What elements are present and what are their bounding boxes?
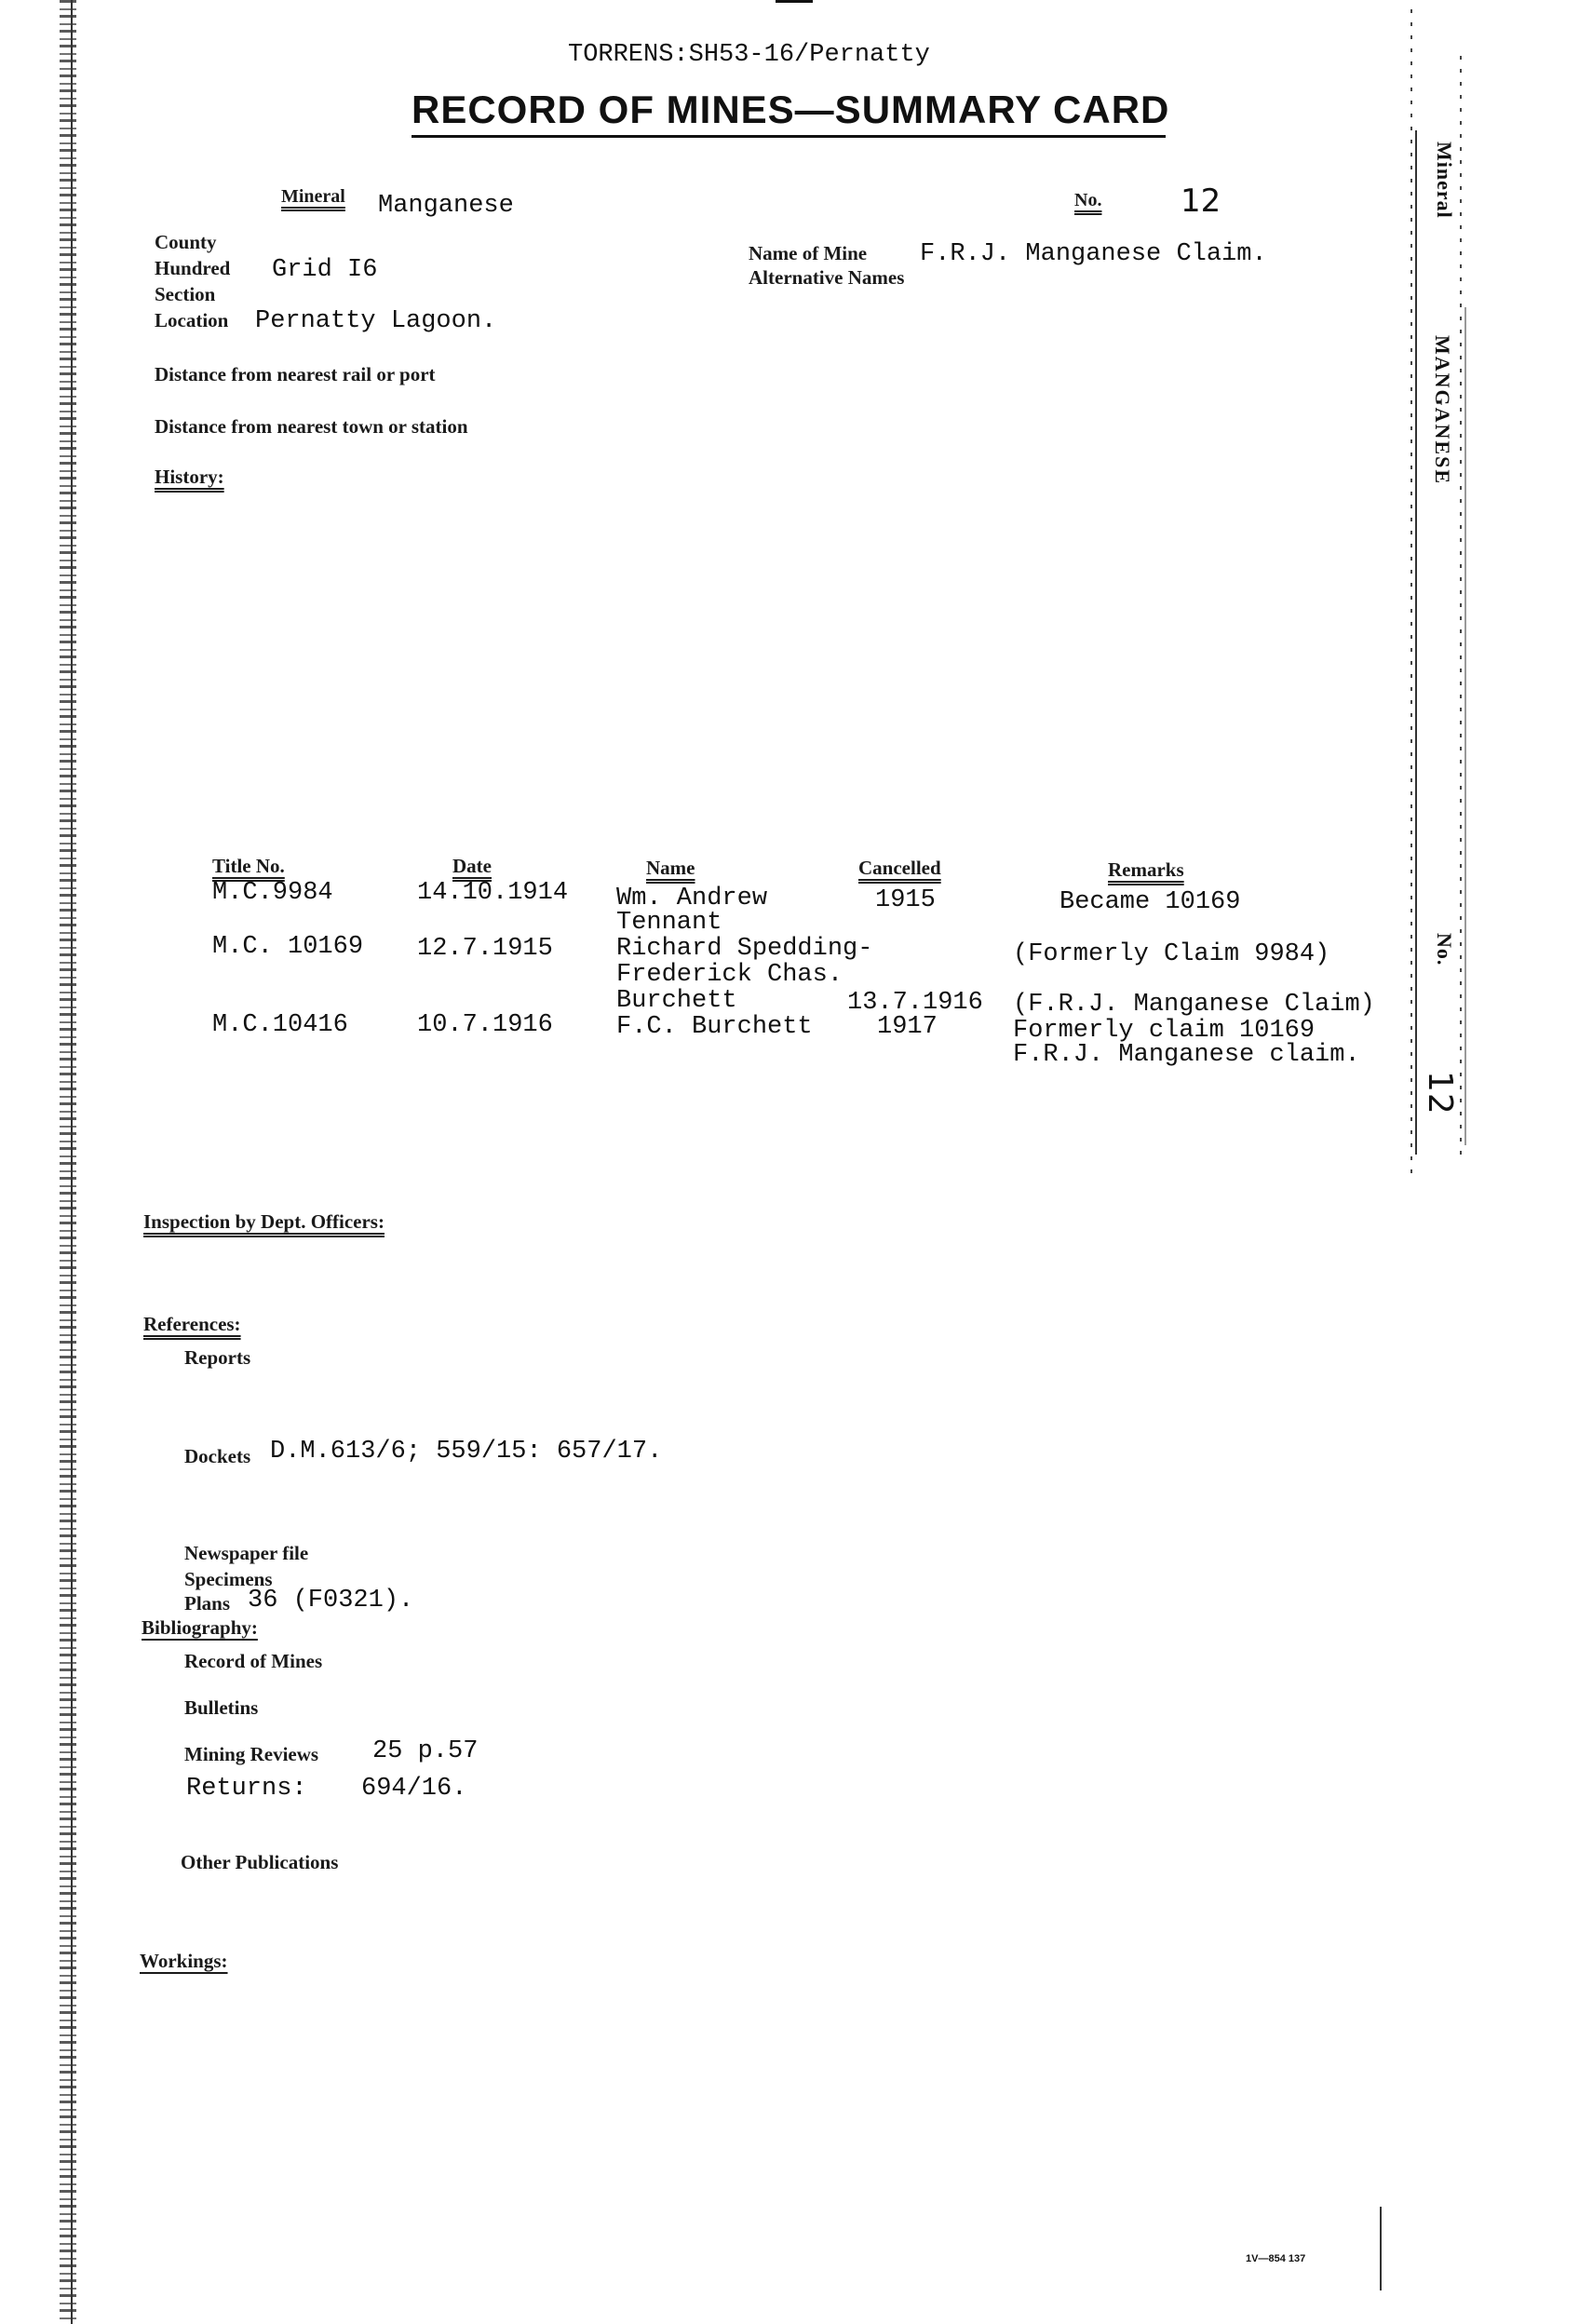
title-underline — [412, 135, 1166, 138]
row-remarks: (F.R.J. Manganese Claim) — [1013, 991, 1375, 1019]
alternative-names-label: Alternative Names — [749, 266, 905, 289]
table-header-remarks: Remarks — [1108, 858, 1184, 881]
inspection-label: Inspection by Dept. Officers: — [143, 1210, 385, 1233]
row-date: 10.7.1916 — [417, 1011, 553, 1039]
row-remarks: Formerly claim 10169 — [1013, 1017, 1316, 1045]
row-name: Frederick Chas. — [616, 961, 843, 989]
section-label: Section — [155, 283, 216, 305]
workings-label: Workings: — [140, 1950, 228, 1972]
row-cancelled: 1917 — [877, 1013, 938, 1041]
mineral-label: Mineral — [281, 186, 345, 207]
row-title-no: M.C.10416 — [212, 1011, 348, 1039]
side-tab-mineral-label: Mineral — [1433, 142, 1456, 219]
location-label: Location — [155, 309, 229, 331]
dockets-value: D.M.613/6; 559/15: 657/17. — [270, 1438, 663, 1466]
side-tab-no-value: 12 — [1421, 1071, 1459, 1115]
hundred-value: Grid I6 — [272, 256, 378, 284]
row-title-no: M.C. 10169 — [212, 933, 364, 961]
scan-left-edge — [60, 0, 76, 2324]
name-of-mine-label: Name of Mine — [749, 242, 868, 264]
side-tab-edge-line — [1464, 307, 1466, 1145]
distance-town-label: Distance from nearest town or station — [155, 415, 468, 438]
row-date: 12.7.1915 — [417, 935, 553, 963]
top-mark — [776, 0, 813, 3]
table-header-title-no: Title No. — [212, 855, 285, 877]
row-title-no: M.C.9984 — [212, 879, 333, 907]
county-label: County — [155, 231, 217, 253]
returns-label: Returns: — [186, 1775, 307, 1803]
hundred-label: Hundred — [155, 257, 231, 279]
newspaper-label: Newspaper file — [184, 1542, 309, 1564]
mining-reviews-label: Mining Reviews — [184, 1743, 319, 1765]
row-name: Tennant — [616, 909, 722, 937]
record-of-mines-label: Record of Mines — [184, 1650, 323, 1672]
row-name: Richard Spedding- — [616, 935, 873, 963]
no-label: No. — [1074, 190, 1102, 210]
side-tab-mineral-value: MANGANESE — [1431, 335, 1454, 486]
row-remarks: (Formerly Claim 9984) — [1013, 940, 1330, 968]
table-header-date: Date — [452, 855, 492, 877]
distance-rail-label: Distance from nearest rail or port — [155, 363, 436, 385]
table-header-cancelled: Cancelled — [858, 857, 941, 879]
side-tab-no-label: No. — [1433, 933, 1456, 966]
plans-label: Plans — [184, 1592, 231, 1615]
row-remarks: F.R.J. Manganese claim. — [1013, 1041, 1360, 1069]
mining-reviews-value: 25 p.57 — [372, 1737, 479, 1765]
row-remarks: Became 10169 — [1059, 888, 1241, 916]
bibliography-label: Bibliography: — [142, 1616, 258, 1639]
returns-value: 694/16. — [361, 1775, 467, 1803]
side-tab-edge — [1460, 56, 1462, 1164]
page-title: RECORD OF MINES—SUMMARY CARD — [412, 88, 1170, 131]
history-label: History: — [155, 466, 224, 488]
location-value: Pernatty Lagoon. — [255, 307, 497, 335]
reports-label: Reports — [184, 1346, 251, 1369]
other-publications-label: Other Publications — [181, 1851, 339, 1873]
row-name: F.C. Burchett — [616, 1013, 813, 1041]
specimens-label: Specimens — [184, 1568, 273, 1590]
card-reference: TORRENS:SH53-16/Pernatty — [568, 41, 930, 69]
plans-value: 36 (F0321). — [248, 1587, 414, 1615]
name-of-mine-value: F.R.J. Manganese Claim. — [920, 240, 1267, 268]
side-tab-divider — [1410, 9, 1412, 1182]
row-cancelled: 1915 — [875, 886, 936, 914]
references-label: References: — [143, 1313, 241, 1335]
mineral-value: Manganese — [378, 192, 514, 220]
side-tab-rule — [1415, 130, 1417, 1155]
row-cancelled: 13.7.1916 — [847, 989, 983, 1017]
form-code: 1V—854 137 — [1246, 2253, 1306, 2264]
no-value: 12 — [1181, 182, 1221, 220]
row-date: 14.10.1914 — [417, 879, 569, 907]
row-name: Wm. Andrew — [616, 885, 768, 912]
dockets-label: Dockets — [184, 1445, 251, 1467]
bottom-right-mark — [1380, 2207, 1382, 2290]
bulletins-label: Bulletins — [184, 1696, 259, 1719]
row-name: Burchett — [616, 987, 737, 1015]
table-header-name: Name — [646, 857, 695, 879]
scan-left-edge-line — [71, 0, 73, 2324]
